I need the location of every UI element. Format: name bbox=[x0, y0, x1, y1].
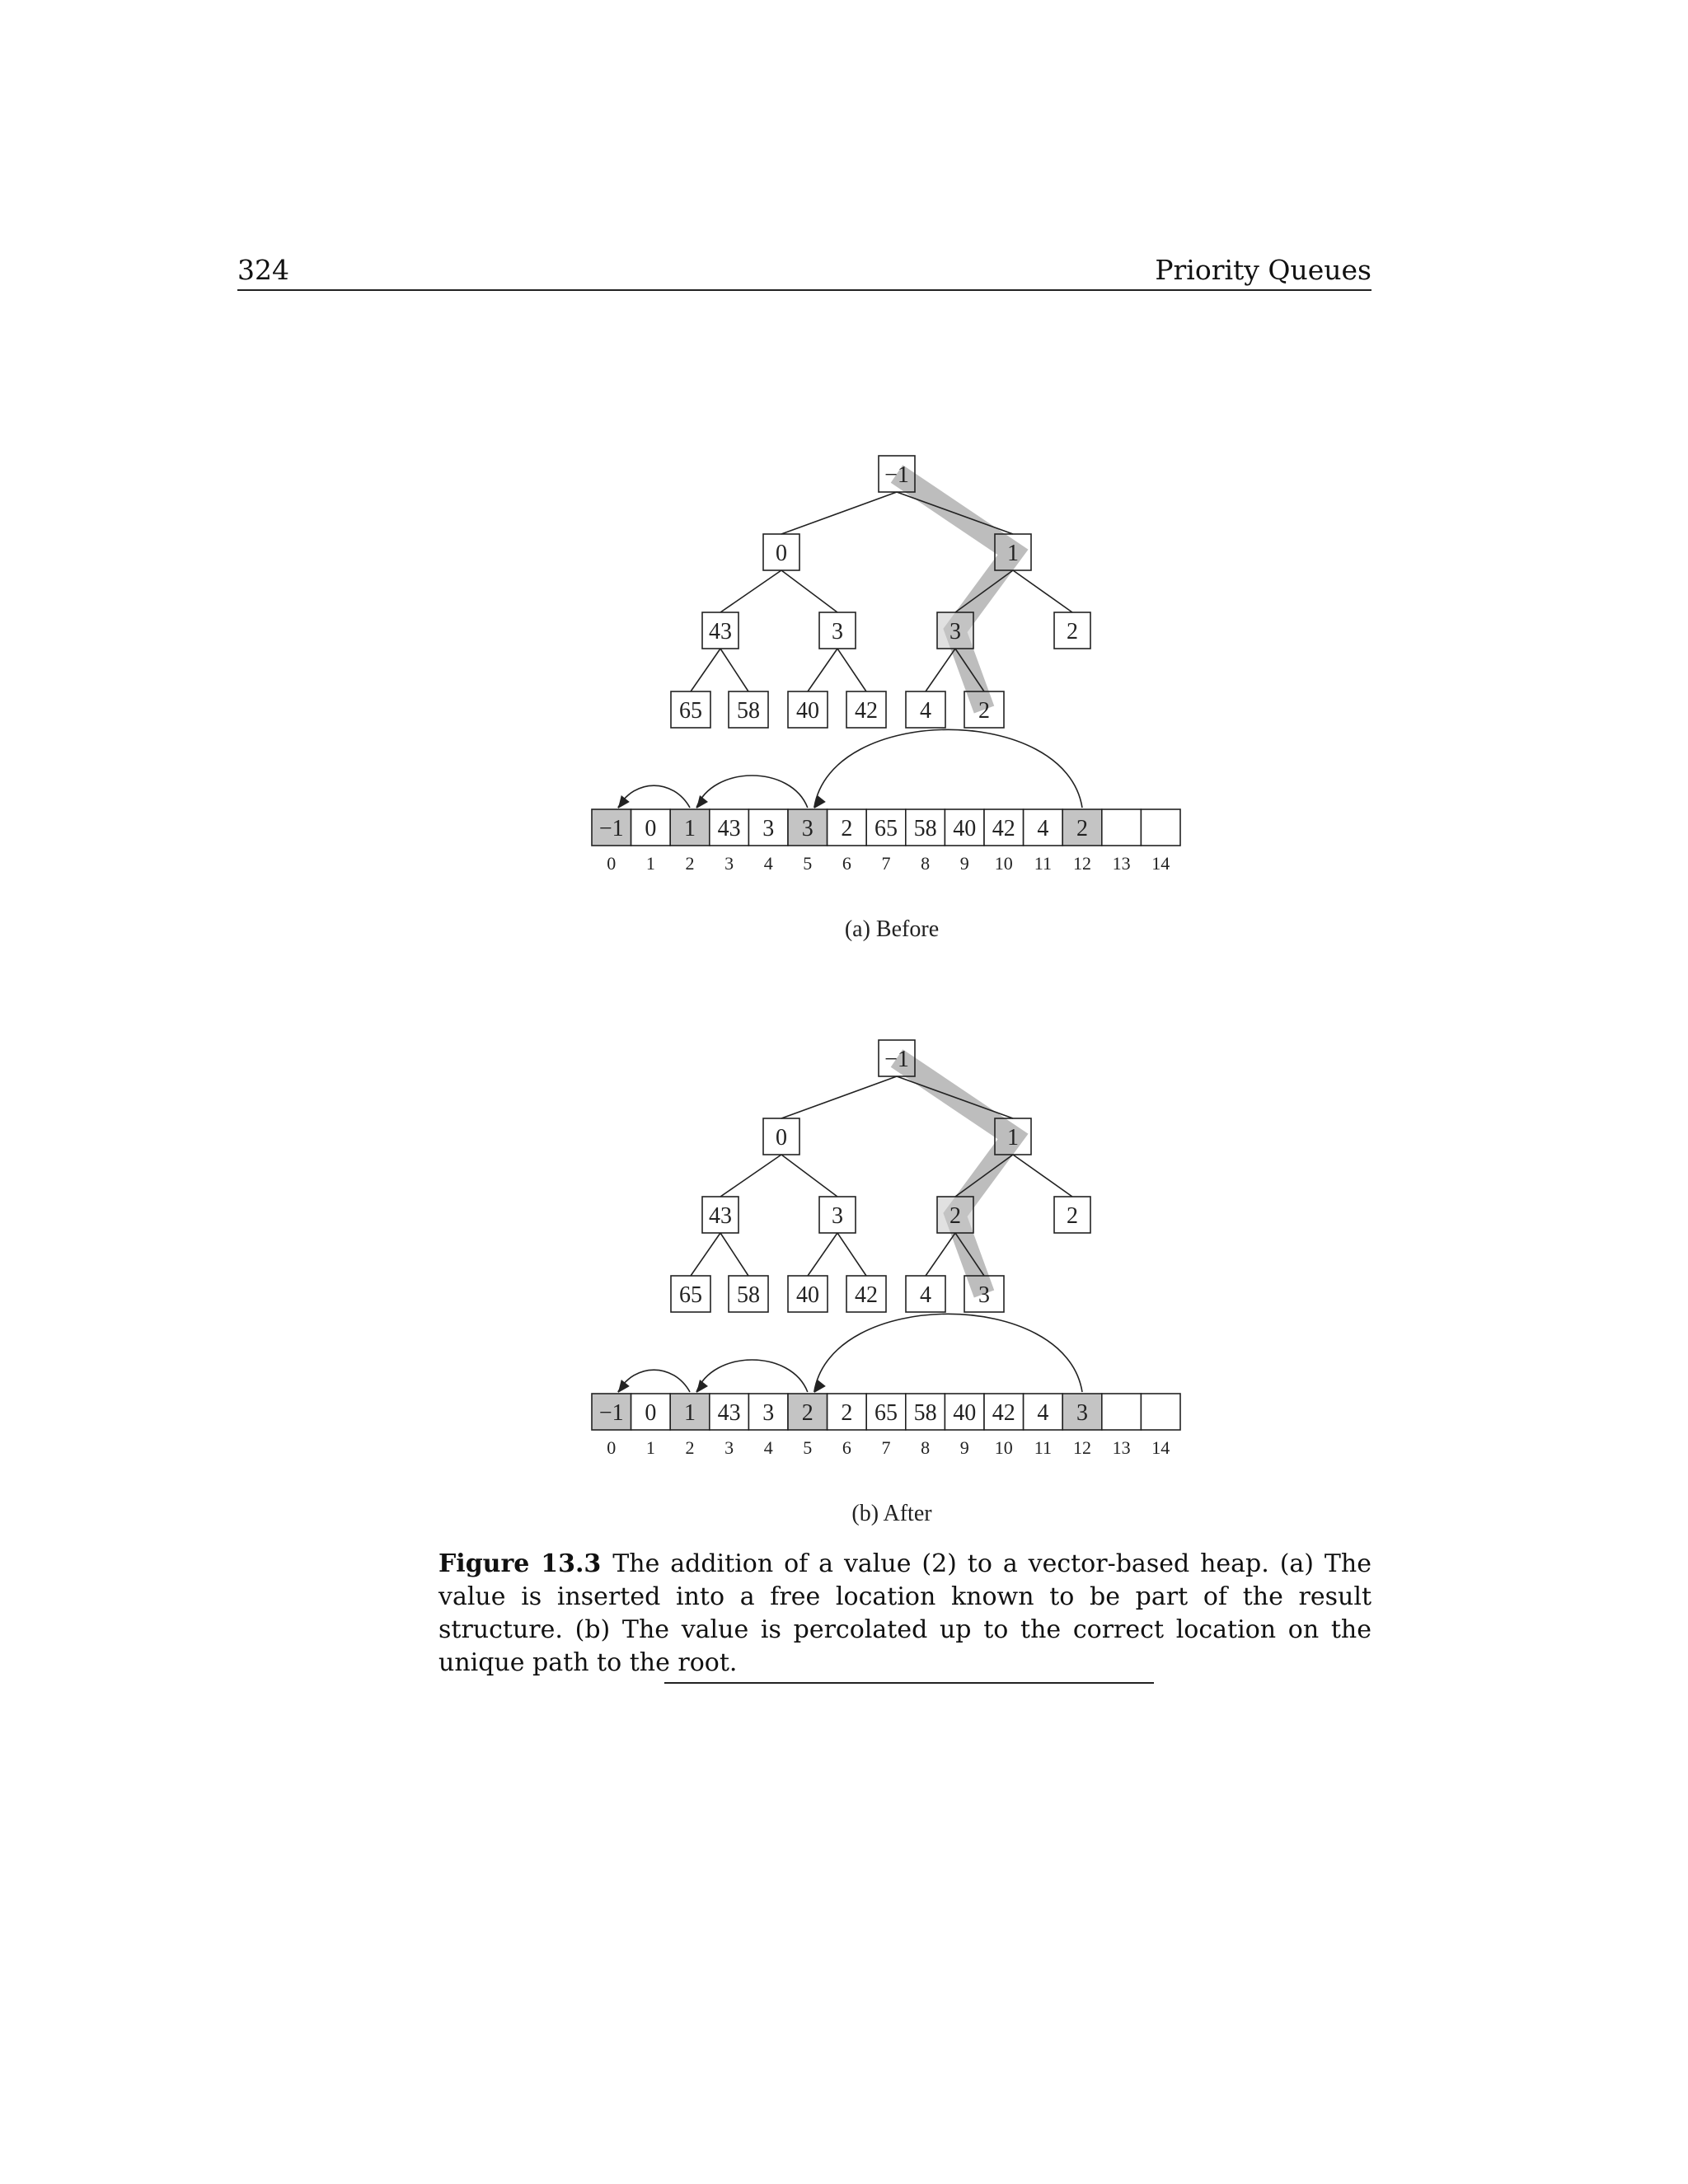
array-index-label: 2 bbox=[685, 1437, 695, 1458]
array-index-label: 6 bbox=[842, 853, 851, 874]
array-cell-value: 3 bbox=[1076, 1400, 1088, 1426]
tree-node-value: 43 bbox=[709, 619, 732, 644]
array-index-label: 0 bbox=[607, 1437, 617, 1458]
array-index-label: 13 bbox=[1112, 853, 1131, 874]
array-cell-value: 43 bbox=[717, 1400, 741, 1426]
tree-edge bbox=[837, 1233, 866, 1276]
tree-edge bbox=[781, 492, 897, 534]
array-cell-value: 2 bbox=[841, 816, 853, 841]
array-cell-value: 3 bbox=[762, 816, 775, 841]
array-cell-value: 43 bbox=[717, 816, 741, 841]
tree-edge bbox=[720, 570, 781, 612]
tree-node-value: 0 bbox=[776, 541, 787, 566]
tree-node-value: 2 bbox=[1067, 619, 1078, 644]
array-cell-value: 3 bbox=[762, 1400, 775, 1426]
parent-arc bbox=[618, 785, 690, 808]
tree-edge bbox=[720, 649, 748, 691]
array-cell-value: 65 bbox=[874, 1400, 898, 1426]
array-index-label: 10 bbox=[994, 1437, 1013, 1458]
tree-node-value: 58 bbox=[737, 698, 760, 724]
array-index-label: 3 bbox=[724, 853, 734, 874]
tree-node-value: 4 bbox=[920, 698, 931, 724]
running-title: Priority Queues bbox=[1155, 254, 1372, 286]
array-index-label: 4 bbox=[763, 853, 773, 874]
tree-edge bbox=[720, 1155, 781, 1197]
array-cell bbox=[1141, 1394, 1180, 1430]
array-cell-value: 42 bbox=[992, 1400, 1015, 1426]
tree-node-value: 3 bbox=[832, 1203, 843, 1229]
figure-caption-label: Figure 13.3 bbox=[438, 1549, 602, 1578]
tree-edge bbox=[1013, 1155, 1072, 1197]
array-cell bbox=[1102, 809, 1142, 846]
array-index-label: 7 bbox=[881, 1437, 891, 1458]
array-index-label: 7 bbox=[881, 853, 891, 874]
array-cell-value: 1 bbox=[684, 1400, 696, 1426]
parent-arc bbox=[814, 1314, 1082, 1392]
array-cell-value: 4 bbox=[1037, 816, 1049, 841]
tree-node-value: 0 bbox=[776, 1125, 787, 1151]
parent-arc bbox=[696, 776, 808, 808]
array-index-label: 13 bbox=[1112, 1437, 1131, 1458]
array-cell-value: 0 bbox=[645, 816, 657, 841]
tree-edge bbox=[720, 1233, 748, 1276]
arc-arrowhead bbox=[618, 795, 630, 808]
tree-edge bbox=[781, 570, 837, 612]
array-cell-value: 1 bbox=[684, 816, 696, 841]
arc-arrowhead bbox=[696, 1380, 708, 1393]
tree-node-value: 40 bbox=[796, 698, 819, 724]
page-number: 324 bbox=[237, 254, 289, 286]
array-cell-value: 40 bbox=[953, 816, 977, 841]
array-cell-value: −1 bbox=[598, 1400, 624, 1426]
arc-arrowhead bbox=[814, 1380, 826, 1393]
tree-edge bbox=[897, 1076, 1013, 1118]
heap-panel-after bbox=[592, 1040, 1180, 1526]
array-index-label: 11 bbox=[1034, 853, 1052, 874]
array-cell-value: 0 bbox=[645, 1400, 657, 1426]
parent-arc bbox=[814, 729, 1082, 808]
array-index-label: 1 bbox=[645, 853, 655, 874]
tree-node-value: 42 bbox=[855, 1282, 878, 1308]
tree-node-value: 3 bbox=[950, 619, 961, 644]
tree-node-value: 4 bbox=[920, 1282, 931, 1308]
tree-node-value: 2 bbox=[978, 698, 990, 724]
array-cell-value: 2 bbox=[1076, 816, 1088, 841]
tree-node-value: 65 bbox=[679, 1282, 702, 1308]
tree-node-value: 2 bbox=[1067, 1203, 1078, 1229]
array-index-label: 6 bbox=[842, 1437, 851, 1458]
percolation-path-highlight bbox=[897, 474, 1013, 710]
tree-edge bbox=[897, 492, 1013, 534]
tree-node-value: 1 bbox=[1007, 1125, 1019, 1151]
array-cell-value: 3 bbox=[801, 816, 814, 841]
array-index-label: 4 bbox=[763, 1437, 773, 1458]
array-cell-value: −1 bbox=[598, 816, 624, 841]
array-cell-value: 58 bbox=[913, 1400, 937, 1426]
arc-arrowhead bbox=[814, 795, 826, 808]
array-index-label: 0 bbox=[607, 853, 617, 874]
tree-edge bbox=[926, 649, 955, 691]
tree-node-value: 3 bbox=[978, 1282, 990, 1308]
array-index-label: 5 bbox=[803, 1437, 813, 1458]
tree-node-value: 2 bbox=[950, 1203, 961, 1229]
tree-edge bbox=[926, 1233, 955, 1276]
array-cell bbox=[1102, 1394, 1142, 1430]
heap-panel-before bbox=[592, 456, 1180, 942]
tree-edge bbox=[1013, 570, 1072, 612]
array-cell bbox=[1141, 809, 1180, 846]
tree-edge bbox=[691, 1233, 720, 1276]
parent-arc bbox=[696, 1360, 808, 1392]
arc-arrowhead bbox=[618, 1380, 630, 1393]
percolation-path-highlight bbox=[897, 1058, 1013, 1294]
tree-edge bbox=[837, 649, 866, 691]
array-cell-value: 4 bbox=[1037, 1400, 1049, 1426]
tree-node-value: 58 bbox=[737, 1282, 760, 1308]
panel-caption: (a) Before bbox=[844, 916, 940, 942]
tree-node-value: 3 bbox=[832, 619, 843, 644]
array-index-label: 10 bbox=[994, 853, 1013, 874]
array-cell-value: 58 bbox=[913, 816, 937, 841]
footer-rule bbox=[664, 1682, 1154, 1684]
tree-edge bbox=[808, 649, 837, 691]
figure-caption bbox=[438, 1548, 1372, 1680]
array-index-label: 1 bbox=[645, 1437, 655, 1458]
array-index-label: 5 bbox=[803, 853, 813, 874]
tree-node-value: −1 bbox=[884, 462, 909, 488]
panel-caption: (b) After bbox=[851, 1501, 932, 1526]
tree-node-value: 1 bbox=[1007, 541, 1019, 566]
array-index-label: 9 bbox=[959, 853, 969, 874]
tree-edge bbox=[781, 1076, 897, 1118]
array-cell-value: 42 bbox=[992, 816, 1015, 841]
array-index-label: 12 bbox=[1073, 1437, 1091, 1458]
array-cell-value: 65 bbox=[874, 816, 898, 841]
tree-node-value: 40 bbox=[796, 1282, 819, 1308]
array-cell-value: 40 bbox=[953, 1400, 977, 1426]
array-index-label: 12 bbox=[1073, 853, 1091, 874]
tree-edge bbox=[781, 1155, 837, 1197]
arc-arrowhead bbox=[696, 795, 708, 808]
array-index-label: 9 bbox=[959, 1437, 969, 1458]
array-index-label: 14 bbox=[1151, 853, 1170, 874]
parent-arc bbox=[618, 1370, 690, 1392]
tree-edge bbox=[808, 1233, 837, 1276]
array-cell-value: 2 bbox=[841, 1400, 853, 1426]
array-cell-value: 2 bbox=[801, 1400, 814, 1426]
tree-node-value: −1 bbox=[884, 1047, 909, 1072]
tree-node-value: 65 bbox=[679, 698, 702, 724]
array-index-label: 2 bbox=[685, 853, 695, 874]
array-index-label: 8 bbox=[921, 1437, 931, 1458]
array-index-label: 8 bbox=[921, 853, 931, 874]
array-index-label: 14 bbox=[1151, 1437, 1170, 1458]
figure-caption-text: The addition of a value (2) to a vector-based heap. (a) The value is inserted into a free location known to be part of the result structure. (b) The value is percolated up to the correct location on the unique path to the root. bbox=[438, 1549, 1372, 1677]
tree-node-value: 42 bbox=[855, 698, 878, 724]
array-index-label: 3 bbox=[724, 1437, 734, 1458]
tree-node-value: 43 bbox=[709, 1203, 732, 1229]
tree-edge bbox=[691, 649, 720, 691]
array-index-label: 11 bbox=[1034, 1437, 1052, 1458]
